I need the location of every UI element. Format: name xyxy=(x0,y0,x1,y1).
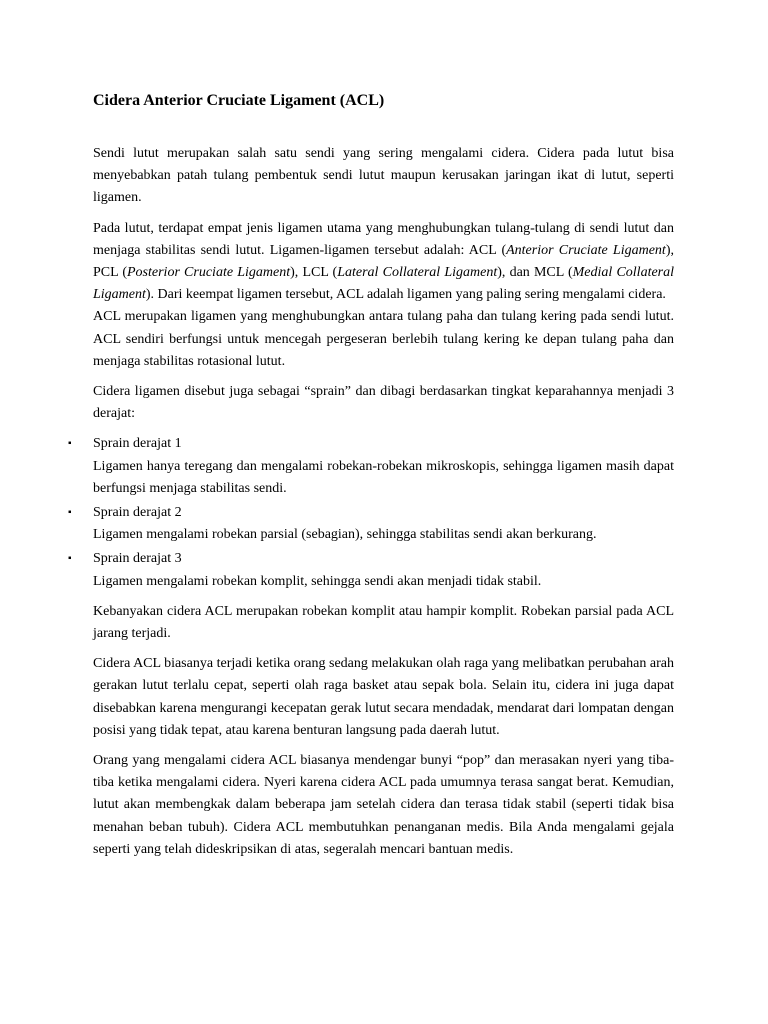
sprain-grade-description: Ligamen mengalami robekan parsial (sebagian), sehingga stabilitas sendi akan berkurang. xyxy=(93,527,597,543)
ligaments-text-2: ), PCL ( xyxy=(93,242,674,281)
square-bullet-icon: ▪ xyxy=(68,553,72,565)
sprain-grade-description: Ligamen mengalami robekan komplit, sehingga sendi akan menjadi tidak stabil. xyxy=(93,573,542,589)
sprain-grade-list xyxy=(68,433,674,592)
sprain-grade-description: Ligamen hanya teregang dan mengalami robekan-robekan mikroskopis, sehingga ligamen masih dapat berfungsi menjaga stabilitas sendi. xyxy=(93,458,674,496)
document-page xyxy=(68,90,675,869)
list-item xyxy=(68,502,674,546)
complete-tear-paragraph: Kebanyakan cidera ACL merupakan robekan komplit atau hampir komplit. Robekan parsial pada ACL jarang terjadi. xyxy=(93,603,674,642)
sprain-grade-title: Sprain derajat 3 xyxy=(93,551,182,567)
mcl-term: Medial Collateral Ligament xyxy=(93,265,675,303)
list-item xyxy=(68,433,674,500)
list-item xyxy=(68,548,674,592)
symptoms-paragraph: Orang yang mengalami cidera ACL biasanya mendengar bunyi “pop” dan merasakan nyeri yang tiba-tiba ketika mengalami cidera. Nyeri karena cidera ACL pada umumnya terasa sangat berat. Kemudian, lutut akan membengkak dalam beberapa jam setelah cidera dan terasa tidak stabil (seperti tidak bisa menahan beban tubuh). Cidera ACL membutuhkan penanganan medis. Bila Anda mengalami gejala seperti yang telah dideskripsikan di atas, segeralah mencari bantuan medis. xyxy=(93,753,674,857)
causes-paragraph: Cidera ACL biasanya terjadi ketika orang sedang melakukan olah raga yang melibatkan perubahan arah gerakan lutut terlalu cepat, seperti olah raga basket atau sepak bola. Selain itu, cidera ini juga dapat disebabkan karena mengurangi kecepatan gerak lutut secara mendadak, mendarat dari lompatan dengan posisi yang tidak tepat, atau karena benturan langsung pada daerah lutut. xyxy=(93,656,674,738)
ligaments-text-4: ), dan MCL ( xyxy=(497,265,573,281)
sprain-intro-paragraph: Cidera ligamen disebut juga sebagai “sprain” dan dibagi berdasarkan tingkat keparahannya menjadi 3 derajat: xyxy=(93,384,674,422)
acl-description-paragraph: ACL merupakan ligamen yang menghubungkan antara tulang paha dan tulang kering pada sendi lutut. ACL sendiri berfungsi untuk mencegah pergeseran berlebih tulang kering ke depan tulang paha dan menjaga stabilitas rotasional lutut. xyxy=(93,309,674,369)
pcl-term: Posterior Cruciate Ligament xyxy=(127,265,291,281)
page-title: Cidera Anterior Cruciate Ligament (ACL) xyxy=(93,92,385,109)
sprain-grade-title: Sprain derajat 1 xyxy=(93,436,182,452)
intro-paragraph: Sendi lutut merupakan salah satu sendi yang sering mengalami cidera. Cidera pada lutut bisa menyebabkan patah tulang pembentuk sendi lutut maupun kerusakan jaringan ikat di lutut, seperti ligamen. xyxy=(93,146,674,206)
ligaments-text-1: Pada lutut, terdapat empat jenis ligamen utama yang menghubungkan tulang-tulang di sendi lutut dan menjaga stabilitas sendi lutut. Ligamen-ligamen tersebut adalah: ACL ( xyxy=(93,220,674,258)
acl-term: Anterior Cruciate Ligament xyxy=(506,242,666,258)
lcl-term: Lateral Collateral Ligament xyxy=(337,265,498,281)
sprain-grade-title: Sprain derajat 2 xyxy=(93,505,182,521)
ligaments-text-5: ). Dari keempat ligamen tersebut, ACL adalah ligamen yang paling sering mengalami cidera. xyxy=(145,287,666,303)
square-bullet-icon: ▪ xyxy=(68,507,72,519)
ligaments-text-3: ), LCL ( xyxy=(290,265,338,281)
ligaments-paragraph xyxy=(93,218,674,307)
square-bullet-icon: ▪ xyxy=(68,438,72,450)
